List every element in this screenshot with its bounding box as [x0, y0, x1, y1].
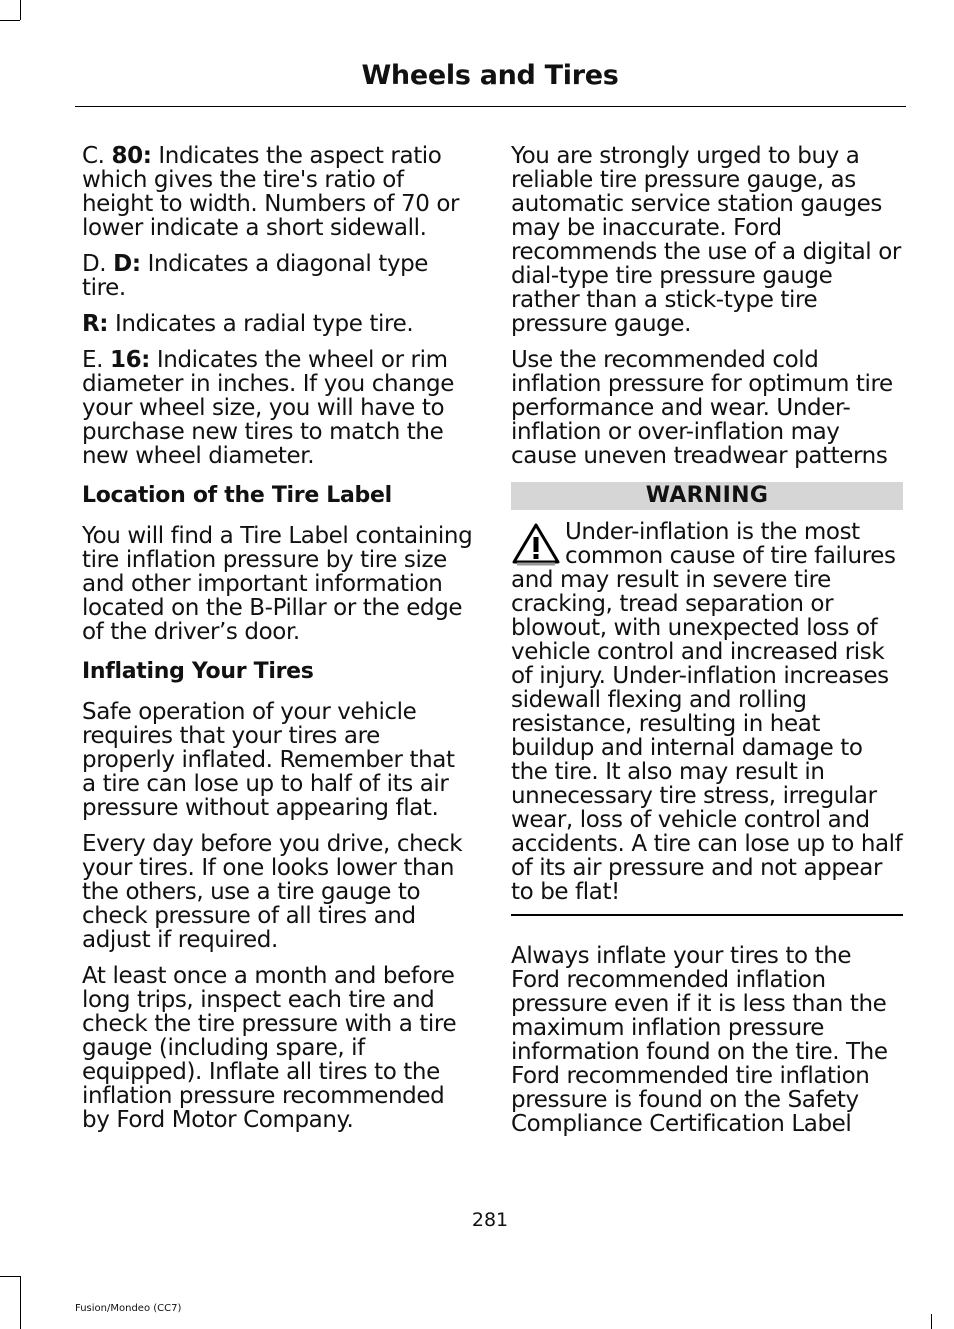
crop-mark [0, 1276, 20, 1277]
paragraph-safe-operation: Safe operation of your vehicle requires that your tires are properly inflated. Remember that a tire can lose up to half of its air pressure without appearing flat. [82, 699, 455, 821]
page-title: Wheels and Tires [361, 60, 619, 91]
right-column [511, 144, 903, 1148]
paragraph-cold-pressure: Use the recommended cold inflation pressure for optimum tire performance and wear. Under-inflation or over-inflation may cause uneven treadwear patterns [511, 347, 893, 469]
paragraph-e: E. 16: Indicates the wheel or rim diameter in inches. If you change your wheel size, you will have to purchase new tires to match the new wheel diameter. [82, 347, 455, 469]
paragraph-location: You will find a Tire Label containing tire inflation pressure by tire size and other important information located on the B-Pillar or the edge of the driver’s door. [82, 523, 473, 645]
header-rule [75, 106, 906, 107]
crop-mark [20, 1276, 21, 1329]
paragraph-once-a-month: At least once a month and before long trips, inspect each tire and check the tire pressure with a tire gauge (including spare, if equipped). Inflate all tires to the inflation pressure recommended by Ford Motor Company. [82, 963, 457, 1133]
warning-triangle-icon [511, 522, 561, 566]
crop-mark [931, 1314, 932, 1329]
heading-location: Location of the Tire Label [82, 483, 392, 508]
paragraph-c: C. 80: Indicates the aspect ratio which gives the tire's ratio of height to width. Numbers of 70 or lower indicate a short sidewall. [82, 143, 460, 241]
crop-mark [0, 20, 20, 21]
warning-header: WARNING [511, 482, 903, 510]
warning-text: Under-inflation is the most common cause of tire failures and may result in severe tire cracking, tread separation or blowout, with unexpected loss of vehicle control and increased risk of injury. Under-inflation increases sidewall flexing and rolling resistance, resulting in heat buildup and internal damage to the tire. It also may result in unnecessary tire stress, irregular wear, loss of vehicle control and accidents. A tire can lose up to half of its air pressure and not appear to be flat! [511, 519, 903, 905]
paragraph-every-day: Every day before you drive, check your tires. If one looks lower than the others, use a tire gauge to check pressure of all tires and adjust if required. [82, 831, 463, 953]
page-number: 281 [471, 1209, 509, 1231]
paragraph-gauge: You are strongly urged to buy a reliable tire pressure gauge, as automatic service station gauges may be inaccurate. Ford recommends the use of a digital or dial-type tire pressure gauge rather than a stick-type tire pressure gauge. [511, 143, 901, 337]
paragraph-d: D. D: Indicates a diagonal type tire. [82, 251, 429, 301]
crop-mark [20, 0, 21, 20]
paragraph-r: R: Indicates a radial type tire. [82, 311, 414, 337]
heading-inflating: Inflating Your Tires [82, 659, 314, 684]
warning-body [511, 520, 903, 904]
left-column [82, 144, 474, 1144]
warning-divider [511, 914, 903, 916]
paragraph-always-inflate: Always inflate your tires to the Ford recommended inflation pressure even if it is less than the maximum inflation pressure information found on the tire. The Ford recommended tire inflation pressure is found on the Safety Compliance Certification Label [511, 943, 888, 1137]
footer-model: Fusion/Mondeo (CC7) [75, 1303, 182, 1314]
